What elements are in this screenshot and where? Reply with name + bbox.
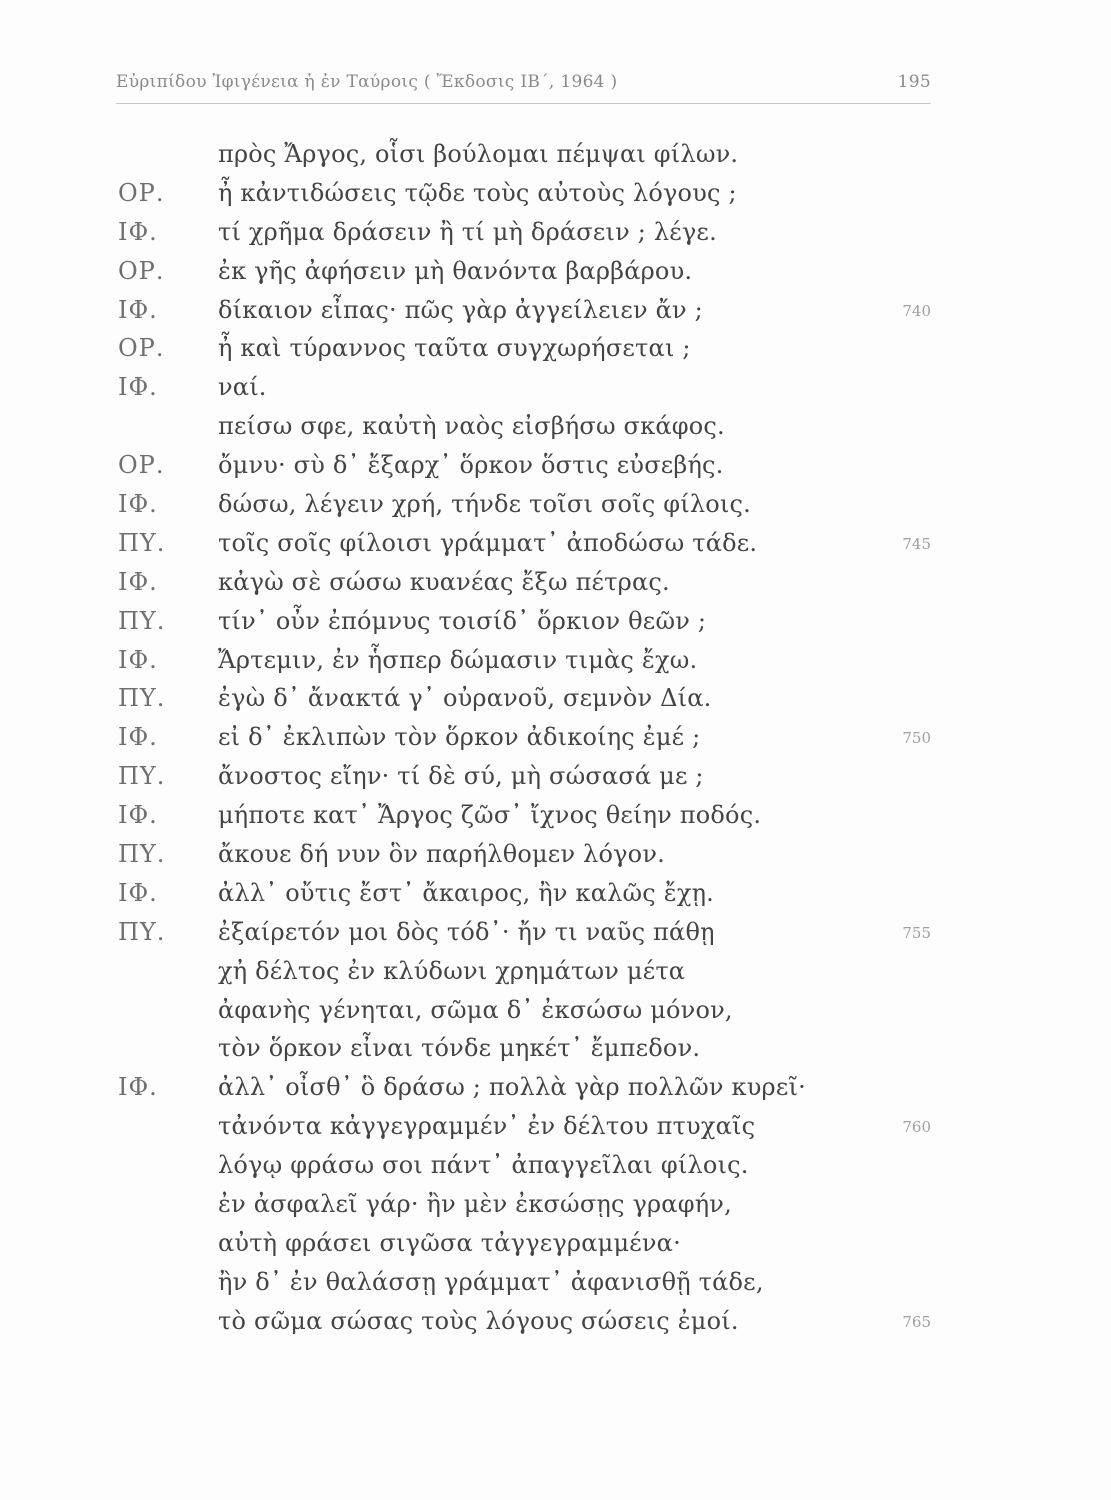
- verse-line: [0, 762, 1111, 801]
- verse-text: τὸ σῶμα σώσας τοὺς λόγους σώσεις ἐμοί.: [218, 1306, 739, 1335]
- speaker-label: ΙΦ.: [118, 723, 158, 752]
- verse-text: ἢν δ᾽ ἐν θαλάσσῃ γράμματ᾽ ἀφανισθῇ τάδε,: [218, 1267, 764, 1296]
- verse-lines: [0, 140, 1111, 1346]
- speaker-label: ΟΡ.: [118, 256, 165, 285]
- speaker-label: ΙΦ.: [118, 295, 158, 324]
- verse-line: [0, 801, 1111, 840]
- verse-line: [0, 218, 1111, 257]
- speaker-label: ΙΦ.: [118, 567, 158, 596]
- verse-text: πρὸς Ἄργος, οἷσι βούλομαι πέμψαι φίλων.: [218, 140, 739, 168]
- verse-line: [0, 723, 1111, 762]
- verse-line: [0, 1073, 1111, 1112]
- line-number: 755: [902, 923, 931, 942]
- speaker-label: ΟΡ.: [118, 334, 165, 363]
- page-number: 195: [897, 72, 931, 92]
- verse-line: [0, 1034, 1111, 1073]
- verse-line: [0, 646, 1111, 685]
- verse-line: [0, 840, 1111, 879]
- verse-line: [0, 451, 1111, 490]
- line-number: 750: [902, 729, 931, 748]
- verse-text: κἀγὼ σὲ σώσω κυανέας ἔξω πέτρας.: [218, 567, 670, 596]
- verse-line: [0, 957, 1111, 996]
- speaker-label: ΙΦ.: [118, 878, 158, 907]
- verse-text: ἀλλ᾽ οἶσθ᾽ ὃ δράσω ; πολλὰ γὰρ πολλῶν κυρεῖ·: [218, 1073, 806, 1102]
- verse-line: [0, 140, 1111, 179]
- speaker-label: ΟΡ.: [118, 178, 165, 207]
- line-number: 760: [902, 1118, 931, 1137]
- line-number: 740: [902, 301, 931, 320]
- header-rule: [116, 103, 931, 104]
- line-number: 765: [902, 1312, 931, 1331]
- speaker-label: ΠΥ.: [118, 840, 166, 869]
- verse-line: [0, 179, 1111, 218]
- speaker-label: ΠΥ.: [118, 528, 166, 557]
- verse-text: αὐτὴ φράσει σιγῶσα τἀγγεγραμμένα·: [218, 1228, 681, 1257]
- verse-text: ἦ κἀντιδώσεις τῷδε τοὺς αὐτοὺς λόγους ;: [218, 178, 737, 207]
- verse-text: Ἄρτεμιν, ἐν ἧσπερ δώμασιν τιμὰς ἔχω.: [218, 645, 698, 674]
- verse-text: πείσω σφε, καὐτὴ ναὸς εἰσβήσω σκάφος.: [218, 412, 725, 441]
- verse-line: [0, 490, 1111, 529]
- verse-text: τίν᾽ οὖν ἐπόμνυς τοισίδ᾽ ὅρκιον θεῶν ;: [218, 606, 707, 635]
- verse-line: [0, 1307, 1111, 1346]
- running-head: [116, 72, 931, 98]
- speaker-label: ΙΦ.: [118, 490, 158, 519]
- verse-text: τοῖς σοῖς φίλοισι γράμματ᾽ ἀποδώσω τάδε.: [218, 528, 758, 557]
- verse-line: [0, 1151, 1111, 1190]
- speaker-label: ΠΥ.: [118, 762, 166, 791]
- verse-text: τί χρῆμα δράσειν ἢ τί μὴ δράσειν ; λέγε.: [218, 217, 717, 246]
- verse-line: [0, 607, 1111, 646]
- verse-line: [0, 996, 1111, 1035]
- speaker-label: ΙΦ.: [118, 801, 158, 830]
- verse-text: ἐγὼ δ᾽ ἄνακτά γ᾽ οὐρανοῦ, σεμνὸν Δία.: [218, 684, 712, 713]
- verse-text: ἄκουε δή νυν ὃν παρήλθομεν λόγον.: [218, 840, 665, 869]
- verse-line: [0, 373, 1111, 412]
- speaker-label: ΟΡ.: [118, 451, 165, 480]
- verse-text: εἰ δ᾽ ἐκλιπὼν τὸν ὅρκον ἀδικοίης ἐμέ ;: [218, 723, 701, 752]
- running-title: Εὐριπίδου Ἰφιγένεια ἡ ἐν Ταύροις ( Ἔκδοσις ΙΒ΄, 1964 ): [116, 72, 618, 92]
- verse-text: ἄνοστος εἴην· τί δὲ σύ, μὴ σώσασά με ;: [218, 762, 704, 791]
- verse-text: δίκαιον εἶπας· πῶς γὰρ ἀγγείλειεν ἄν ;: [218, 295, 703, 324]
- verse-text: ἀφανὴς γένηται, σῶμα δ᾽ ἐκσώσω μόνον,: [218, 995, 733, 1024]
- verse-text: ἦ καὶ τύραννος ταῦτα συγχωρήσεται ;: [218, 334, 691, 363]
- verse-line: [0, 412, 1111, 451]
- speaker-label: ΠΥ.: [118, 917, 166, 946]
- line-number: 745: [902, 534, 931, 553]
- verse-text: ναί.: [218, 373, 267, 402]
- verse-line: [0, 568, 1111, 607]
- verse-text: ἐξαίρετόν μοι δὸς τόδ᾽· ἤν τι ναῦς πάθῃ: [218, 917, 715, 946]
- verse-text: τἀνόντα κἀγγεγραμμέν᾽ ἐν δέλτου πτυχαῖς: [218, 1112, 756, 1141]
- speaker-label: ΙΦ.: [118, 645, 158, 674]
- verse-line: [0, 334, 1111, 373]
- verse-text: ὄμνυ· σὺ δ᾽ ἔξαρχ᾽ ὅρκον ὅστις εὐσεβής.: [218, 451, 724, 480]
- verse-line: [0, 1229, 1111, 1268]
- speaker-label: ΙΦ.: [118, 373, 158, 402]
- verse-line: [0, 879, 1111, 918]
- verse-line: [0, 1268, 1111, 1307]
- speaker-label: ΙΦ.: [118, 217, 158, 246]
- verse-text: ἐν ἀσφαλεῖ γάρ· ἢν μὲν ἐκσώσῃς γραφήν,: [218, 1190, 732, 1219]
- verse-text: ἐκ γῆς ἀφήσειν μὴ θανόντα βαρβάρου.: [218, 256, 693, 285]
- speaker-label: ΙΦ.: [118, 1073, 158, 1102]
- verse-line: [0, 1190, 1111, 1229]
- verse-line: [0, 257, 1111, 296]
- verse-line: [0, 1112, 1111, 1151]
- verse-text: τὸν ὅρκον εἶναι τόνδε μηκέτ᾽ ἔμπεδον.: [218, 1034, 701, 1063]
- verse-text: μήποτε κατ᾽ Ἄργος ζῶσ᾽ ἴχνος θείην ποδός.: [218, 801, 762, 830]
- speaker-label: ΠΥ.: [118, 606, 166, 635]
- verse-text: ἀλλ᾽ οὔτις ἔστ᾽ ἄκαιρος, ἢν καλῶς ἔχῃ.: [218, 878, 714, 907]
- speaker-label: ΠΥ.: [118, 684, 166, 713]
- verse-text: χἠ δέλτος ἐν κλύδωνι χρημάτων μέτα: [218, 956, 686, 985]
- verse-line: [0, 918, 1111, 957]
- verse-line: [0, 296, 1111, 335]
- verse-line: [0, 529, 1111, 568]
- verse-line: [0, 684, 1111, 723]
- verse-text: λόγῳ φράσω σοι πάντ᾽ ἀπαγγεῖλαι φίλοις.: [218, 1151, 749, 1180]
- verse-text: δώσω, λέγειν χρή, τήνδε τοῖσι σοῖς φίλοις.: [218, 490, 751, 519]
